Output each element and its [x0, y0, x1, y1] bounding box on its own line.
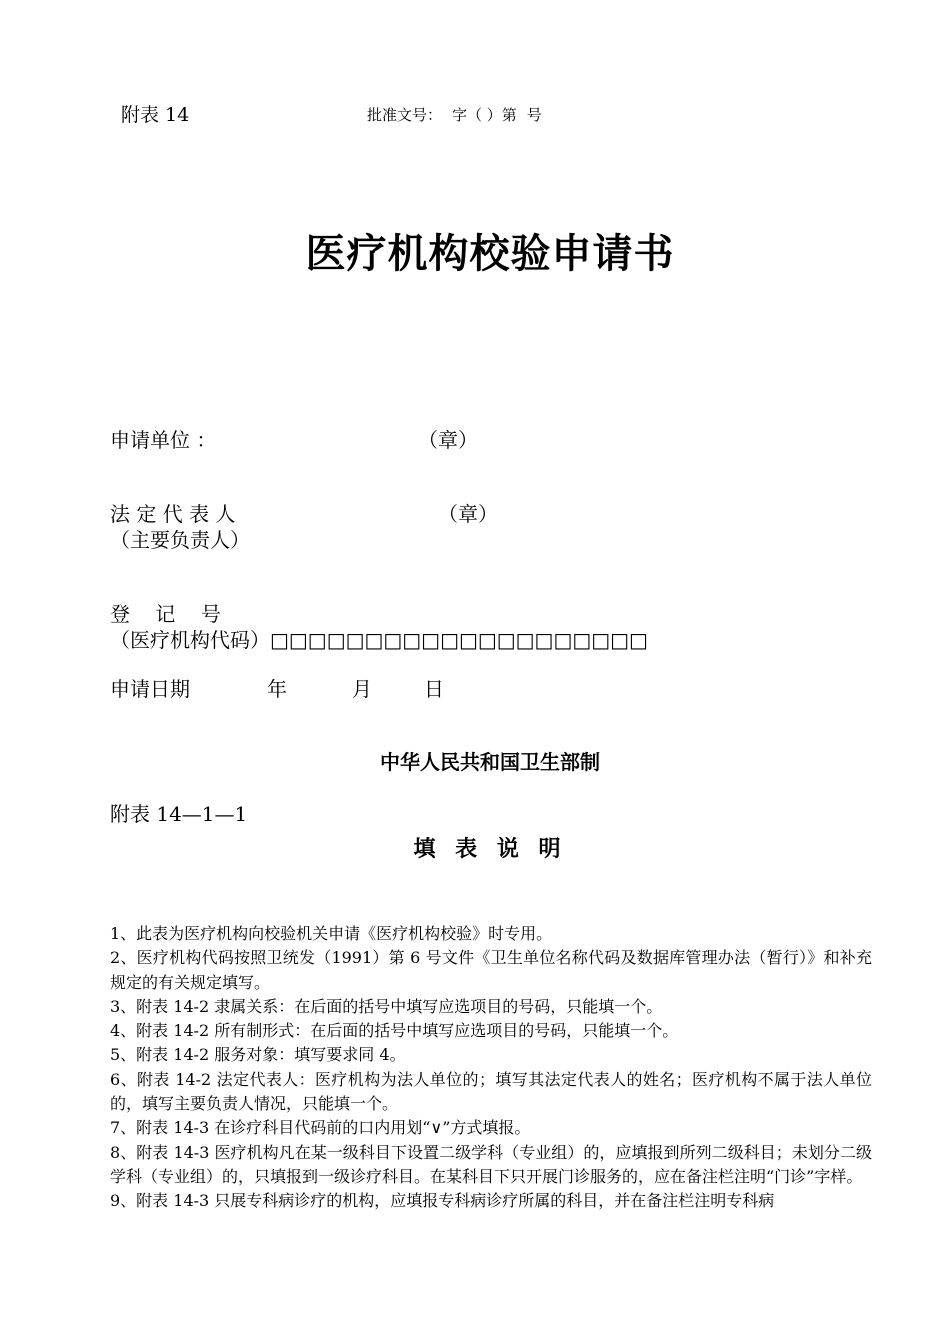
approval-number: [367, 104, 552, 125]
approval-label: 批准文号：: [367, 106, 443, 124]
note-item: 2、医疗机构代码按照卫统发（1991）第 6 号文件《卫生单位名称代码及数据库管理办法（暂行）》和补充规定的有关规定填写。: [110, 948, 872, 992]
annex-label: 附表 14: [121, 104, 190, 126]
page-title: 医疗机构校验申请书: [305, 231, 675, 277]
date-day: 日: [424, 677, 444, 701]
note-item: 7、附表 14-3 在诊疗科目代码前的口内用划“∨”方式填报。: [110, 1118, 531, 1138]
note-item: 6、附表 14-2 法定代表人：医疗机构为法人单位的；填写其法定代表人的姓名；医疗机构不属于法人单位的，填写主要负责人情况，只能填一个。: [110, 1069, 872, 1114]
note-item: 5、附表 14-2 服务对象：填写要求同 4。: [110, 1045, 406, 1065]
note-item: 3、附表 14-2 隶属关系：在后面的括号中填写应选项目的号码，只能填一个。: [110, 996, 663, 1016]
legal-rep-label: 法 定 代 表 人: [110, 502, 236, 526]
notes-title: 填 表 说 明: [413, 837, 567, 862]
applicant-seal: （章）: [418, 428, 478, 452]
org-code-row: [110, 624, 648, 653]
approval-hao: 号: [526, 106, 542, 124]
approval-zi: 字（ ）第: [452, 106, 517, 124]
org-code-label: （医疗机构代码）: [110, 628, 270, 652]
date-year: 年: [267, 677, 287, 701]
legal-rep-sub: （主要负责人）: [110, 528, 250, 552]
reg-no-label: 登 记 号: [110, 602, 221, 626]
annex2-label: 附表 14—1—1: [110, 802, 248, 826]
note-item: 1、此表为医疗机构向校验机关申请《医疗机构校验》时专用。: [110, 924, 553, 943]
note-item: 8、附表 14-3 医疗机构凡在某一级科目下设置二级学科（专业组）的，应填报到所列二级科目；未划分二级学科（专业组）的，只填报到一级诊疗科目。在某科目下只开展门诊服务的，应在备注栏注明“门诊”字样。: [110, 1142, 872, 1186]
date-label: 申请日期: [110, 677, 190, 701]
org-code-boxes: □□□□□□□□□□□□□□□□□□□□: [270, 628, 648, 652]
issuer: 中华人民共和国卫生部制: [380, 750, 600, 774]
note-item: 9、附表 14-3 只展专科病诊疗的机构，应填报专科病诊疗所属的科目，并在备注栏注明专科病: [110, 1191, 775, 1211]
note-item: 4、附表 14-2 所有制形式：在后面的括号中填写应选项目的号码，只能填一个。: [110, 1021, 679, 1041]
applicant-label: 申请单位 ：: [110, 428, 217, 452]
date-month: 月: [352, 677, 372, 701]
notes-list: [110, 922, 872, 1214]
legal-rep-seal: （章）: [438, 502, 498, 526]
